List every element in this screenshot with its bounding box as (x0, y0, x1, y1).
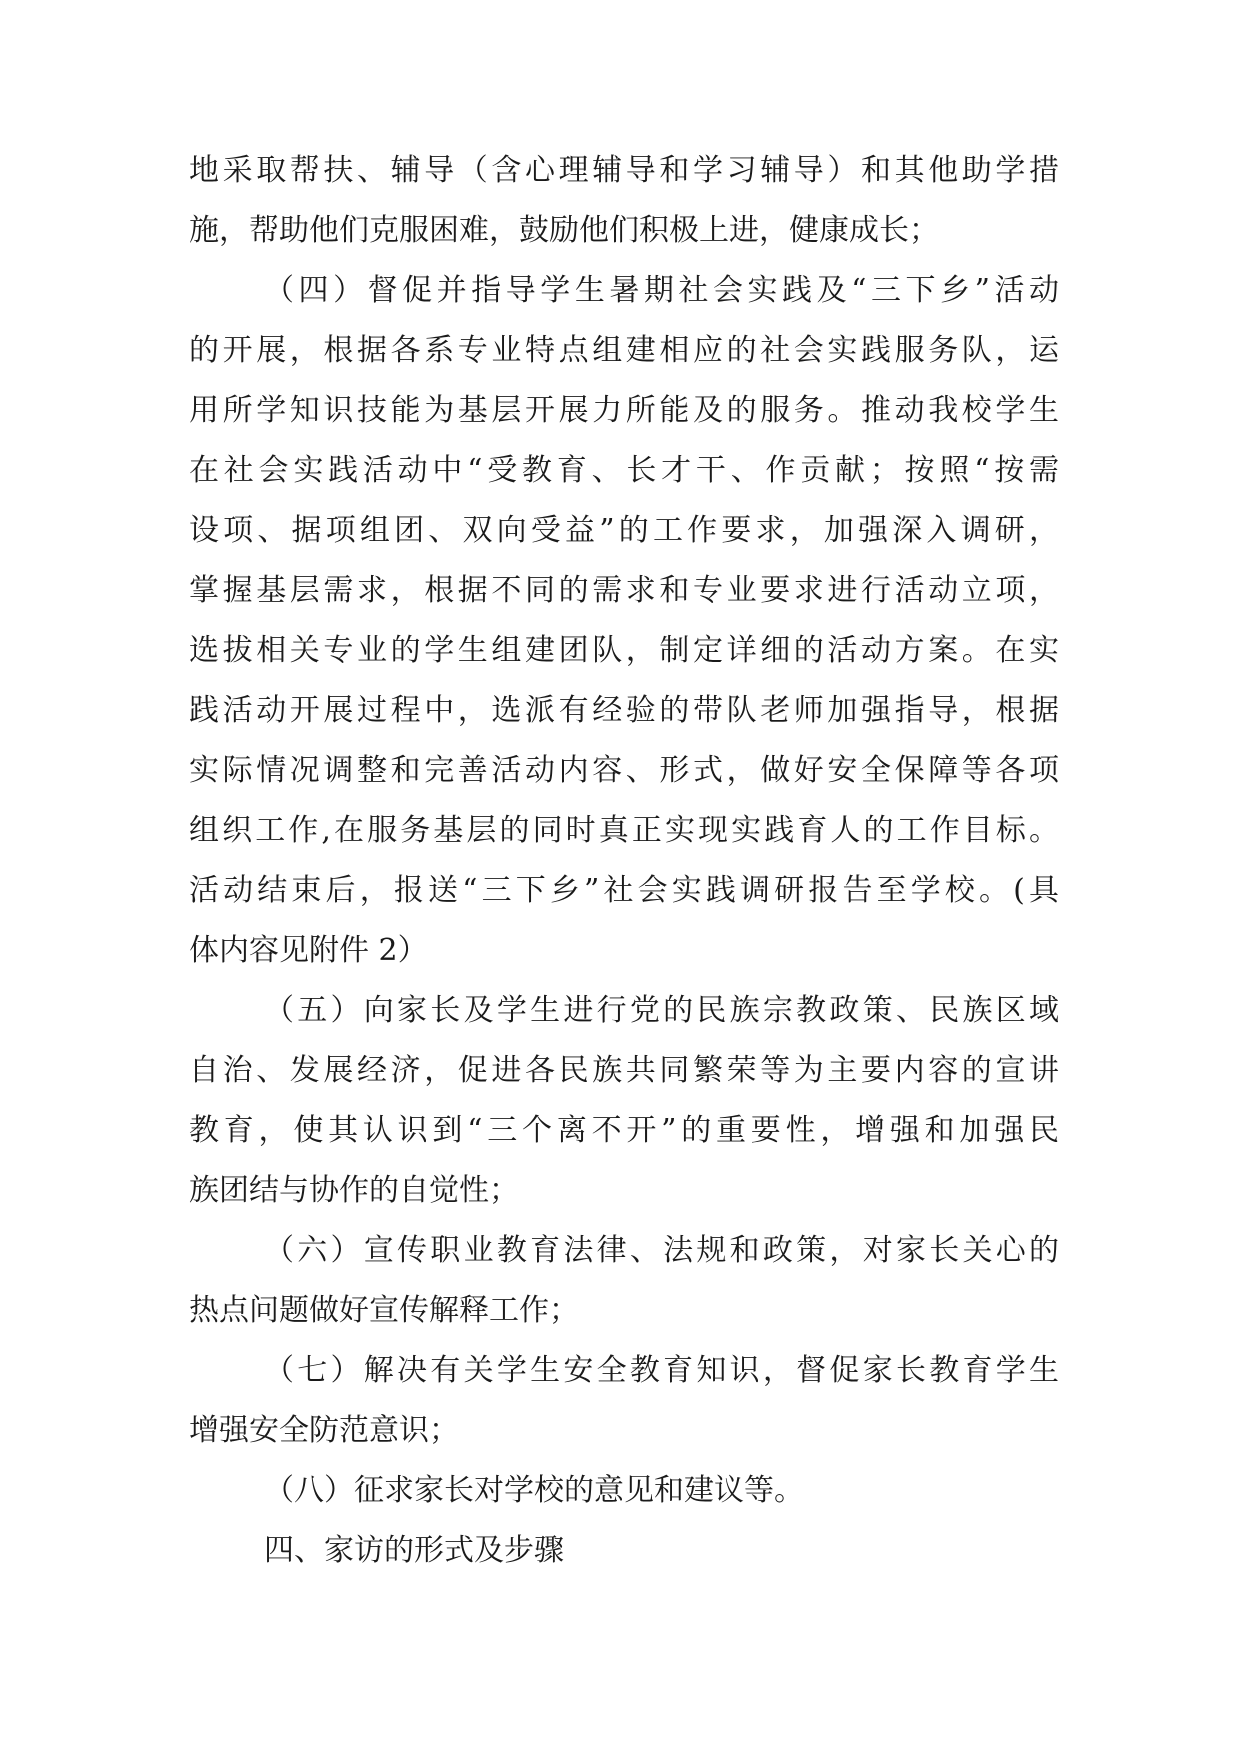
paragraph-four-start: （四）督促并指导学生暑期社会实践及“三下乡”活动 (264, 273, 1059, 308)
paragraph-six-start: （六）宣传职业教育法律、法规和政策，对家长关心的 (264, 1233, 1059, 1268)
text-line: 设项、据项组团、双向受益”的工作要求，加强深入调研， (189, 513, 1059, 548)
text-line: 掌握基层需求，根据不同的需求和专业要求进行活动立项， (189, 573, 1059, 608)
text-line: 践活动开展过程中，选派有经验的带队老师加强指导，根据 (189, 693, 1059, 728)
text-line: 热点问题做好宣传解释工作； (189, 1293, 579, 1328)
text-line: 自治、发展经济，促进各民族共同繁荣等为主要内容的宣讲 (189, 1053, 1059, 1088)
text-line: 施，帮助他们克服困难，鼓励他们积极上进，健康成长； (189, 213, 939, 248)
paragraph-eight: （八）征求家长对学校的意见和建议等。 (264, 1473, 804, 1508)
text-line: 用所学知识技能为基层开展力所能及的服务。推动我校学生 (189, 393, 1059, 428)
text-line: 体内容见附件 2） (189, 933, 428, 968)
text-line: 组织工作,在服务基层的同时真正实现实践育人的工作目标。 (189, 813, 1059, 848)
text-line: 的开展，根据各系专业特点组建相应的社会实践服务队，运 (189, 333, 1059, 368)
section-heading: 四、家访的形式及步骤 (264, 1533, 564, 1568)
text-line: 地采取帮扶、辅导（含心理辅导和学习辅导）和其他助学措 (189, 153, 1059, 188)
paragraph-five-start: （五）向家长及学生进行党的民族宗教政策、民族区域 (264, 993, 1059, 1028)
text-line: 在社会实践活动中“受教育、长才干、作贡献；按照“按需 (189, 453, 1059, 488)
text-line: 族团结与协作的自觉性； (189, 1173, 519, 1208)
text-line: 增强安全防范意识； (189, 1413, 459, 1448)
text-line: 活动结束后，报送“三下乡”社会实践调研报告至学校。(具 (189, 873, 1059, 908)
text-line: 教育，使其认识到“三个离不开”的重要性，增强和加强民 (189, 1113, 1059, 1148)
text-line: 选拔相关专业的学生组建团队，制定详细的活动方案。在实 (189, 633, 1059, 668)
text-line: 实际情况调整和完善活动内容、形式，做好安全保障等各项 (189, 753, 1059, 788)
paragraph-seven-start: （七）解决有关学生安全教育知识，督促家长教育学生 (264, 1353, 1059, 1388)
